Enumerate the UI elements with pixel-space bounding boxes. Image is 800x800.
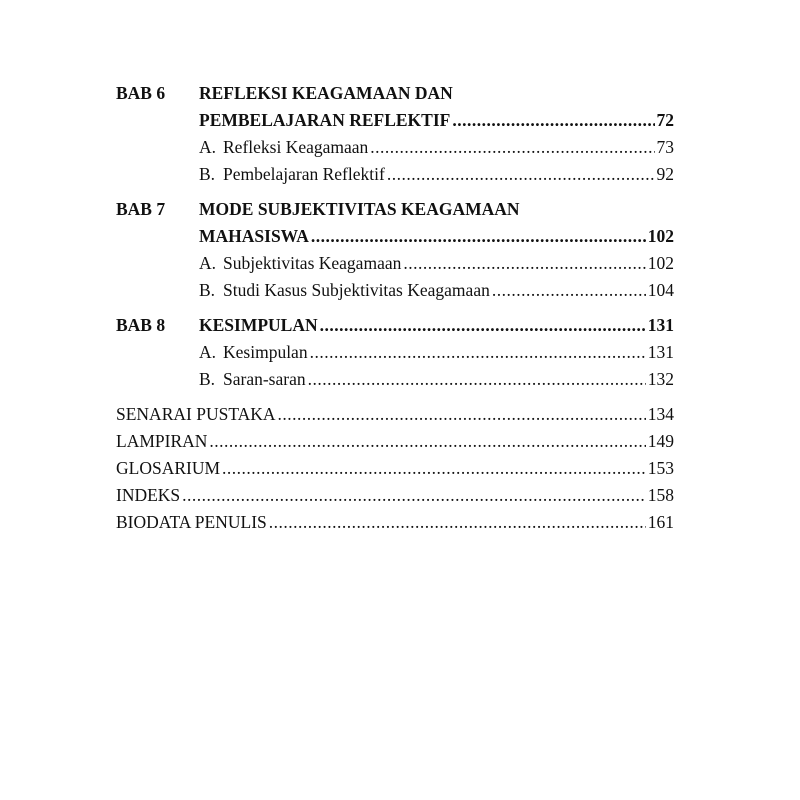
dot-leader xyxy=(308,366,646,393)
backmatter-title: BIODATA PENULIS xyxy=(116,512,267,532)
chapter-heading-row xyxy=(116,80,674,107)
backmatter-title: GLOSARIUM xyxy=(116,458,221,478)
section-title: Pembelajaran Reflektif xyxy=(223,164,385,184)
section-letter: A. xyxy=(199,137,217,157)
dot-leader xyxy=(311,223,646,250)
section-entry xyxy=(116,134,674,161)
page-number: 149 xyxy=(647,431,674,451)
backmatter-entry xyxy=(116,482,674,509)
dot-leader xyxy=(209,428,645,455)
dot-leader xyxy=(320,312,646,339)
chapter-heading-row xyxy=(116,196,674,223)
backmatter-entry xyxy=(116,428,674,455)
page-number: 104 xyxy=(647,280,674,300)
section-letter: A. xyxy=(199,342,217,362)
section-letter: B. xyxy=(199,164,216,184)
dot-leader xyxy=(452,107,654,134)
chapter-entry-bab-6 xyxy=(116,80,674,188)
page-number: 153 xyxy=(647,458,674,478)
section-title: Refleksi Keagamaan xyxy=(223,137,369,157)
section-entry xyxy=(116,277,674,304)
backmatter-entry xyxy=(116,509,674,536)
page-number: 134 xyxy=(647,404,674,424)
page-number: 73 xyxy=(656,137,674,157)
backmatter-title: SENARAI PUSTAKA xyxy=(116,404,276,424)
section-entry xyxy=(116,366,674,393)
chapter-title-continuation-row xyxy=(116,223,674,250)
chapter-title-continuation-row xyxy=(116,107,674,134)
dot-leader xyxy=(387,161,655,188)
table-of-contents xyxy=(116,80,674,536)
page-number: 102 xyxy=(647,226,674,246)
page-number: 158 xyxy=(647,485,674,505)
dot-leader xyxy=(310,339,646,366)
chapter-number: BAB 6 xyxy=(116,83,166,103)
section-letter: A. xyxy=(199,253,217,273)
chapter-title: MODE SUBJEKTIVITAS KEAGAMAAN xyxy=(199,199,520,219)
chapter-entry-bab-8 xyxy=(116,312,674,393)
chapter-title: REFLEKSI KEAGAMAAN DAN xyxy=(199,83,453,103)
dot-leader xyxy=(278,401,646,428)
section-letter: B. xyxy=(199,280,216,300)
dot-leader xyxy=(403,250,645,277)
backmatter-entry xyxy=(116,455,674,482)
page-number: 72 xyxy=(656,110,674,130)
page-number: 132 xyxy=(647,369,674,389)
section-title: Saran-saran xyxy=(223,369,306,389)
section-title: Studi Kasus Subjektivitas Keagamaan xyxy=(223,280,490,300)
dot-leader xyxy=(492,277,646,304)
backmatter-title: INDEKS xyxy=(116,485,181,505)
backmatter-list xyxy=(116,401,674,536)
page-number: 102 xyxy=(647,253,674,273)
page-number: 161 xyxy=(647,512,674,532)
dot-leader xyxy=(222,455,646,482)
chapter-title: PEMBELAJARAN REFLEKTIF xyxy=(199,110,451,130)
section-entry xyxy=(116,339,674,366)
chapter-number: BAB 8 xyxy=(116,315,166,335)
page-number: 92 xyxy=(656,164,674,184)
chapter-number: BAB 7 xyxy=(116,199,166,219)
backmatter-entry xyxy=(116,401,674,428)
section-title: Kesimpulan xyxy=(223,342,308,362)
dot-leader xyxy=(269,509,646,536)
chapter-entry-bab-7 xyxy=(116,196,674,304)
chapter-title: KESIMPULAN xyxy=(199,315,318,335)
dot-leader xyxy=(370,134,654,161)
page-number: 131 xyxy=(647,315,674,335)
section-entry xyxy=(116,161,674,188)
chapter-heading-row xyxy=(116,312,674,339)
page-number: 131 xyxy=(647,342,674,362)
chapter-title: MAHASISWA xyxy=(199,226,309,246)
section-title: Subjektivitas Keagamaan xyxy=(223,253,402,273)
dot-leader xyxy=(182,482,646,509)
section-letter: B. xyxy=(199,369,216,389)
backmatter-title: LAMPIRAN xyxy=(116,431,208,451)
section-entry xyxy=(116,250,674,277)
